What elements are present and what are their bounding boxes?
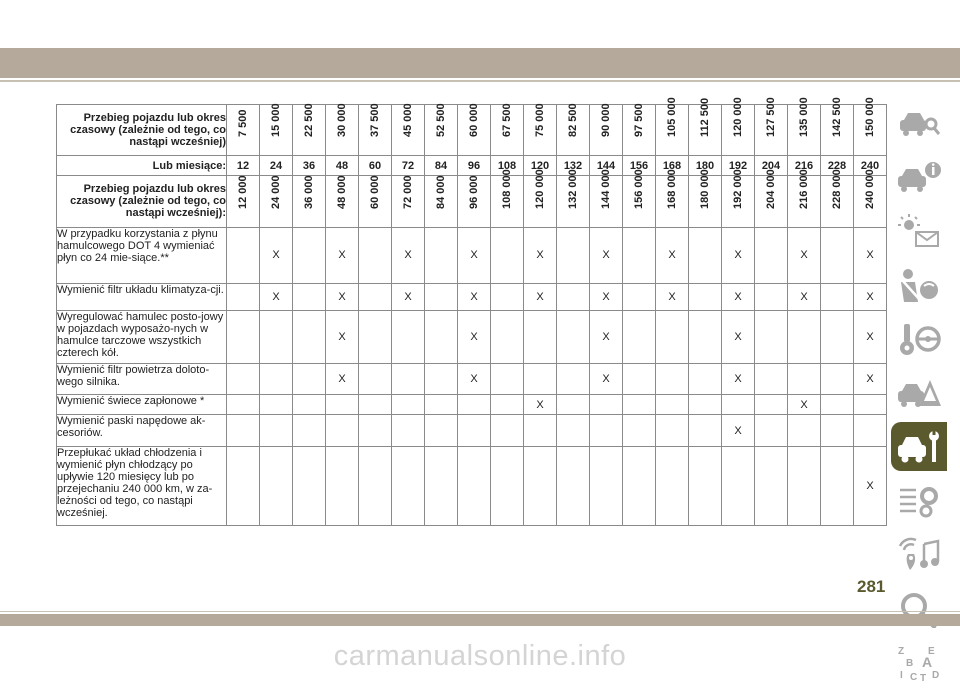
mileage-km-value: 60 000 xyxy=(369,174,381,209)
schedule-mark xyxy=(425,415,458,446)
schedule-mark: X xyxy=(722,310,755,363)
mileage-km-value: 216 000 xyxy=(798,168,810,209)
schedule-mark xyxy=(359,227,392,283)
months-cell: 108 xyxy=(491,156,524,176)
mileage-cell xyxy=(359,105,392,156)
mileage-cell xyxy=(260,105,293,156)
mileage-km-cell xyxy=(590,168,623,227)
task-description: Wymienić paski napędowe ak-cesoriów. xyxy=(57,415,227,446)
schedule-mark xyxy=(491,415,524,446)
footer-band xyxy=(0,614,960,626)
mileage-km-value: 120 000 xyxy=(534,168,546,209)
mileage-km-cell xyxy=(623,168,656,227)
schedule-mark xyxy=(260,446,293,525)
mileage-value: 37 500 xyxy=(369,103,381,138)
schedule-mark: X xyxy=(590,283,623,310)
svg-text:B: B xyxy=(906,657,914,669)
schedule-mark xyxy=(491,364,524,395)
mileage-km-cell xyxy=(392,176,425,227)
schedule-mark xyxy=(788,310,821,363)
months-cell: 72 xyxy=(392,156,425,176)
schedule-mark xyxy=(623,395,656,415)
mileage-km-cell xyxy=(854,168,887,227)
schedule-mark xyxy=(854,395,887,415)
sidebar-tab[interactable] xyxy=(891,260,947,309)
schedule-mark xyxy=(293,283,326,310)
footer-line xyxy=(0,611,960,612)
schedule-mark: X xyxy=(590,310,623,363)
schedule-mark xyxy=(656,415,689,446)
months-header-label: Lub miesiące: xyxy=(57,156,227,176)
schedule-mark xyxy=(227,364,260,395)
schedule-mark: X xyxy=(722,283,755,310)
mileage-km-value: 144 000 xyxy=(600,168,612,209)
mileage-km-cell xyxy=(524,168,557,227)
schedule-mark: X xyxy=(854,446,887,525)
table-row xyxy=(57,283,887,310)
mileage-km-cell xyxy=(227,176,260,227)
mileage-cell xyxy=(425,105,458,156)
schedule-mark xyxy=(722,446,755,525)
schedule-mark xyxy=(392,395,425,415)
schedule-mark xyxy=(425,310,458,363)
schedule-mark: X xyxy=(326,364,359,395)
months-cell: 132 xyxy=(557,156,590,176)
mileage-km-cell xyxy=(656,168,689,227)
mileage-cell xyxy=(392,105,425,156)
key-steering-wheel-icon xyxy=(896,320,942,358)
mileage-cell xyxy=(293,105,326,156)
schedule-mark xyxy=(326,395,359,415)
svg-text:T: T xyxy=(920,672,927,682)
mileage-km-cell xyxy=(821,168,854,227)
mileage-header-row xyxy=(57,105,887,156)
mileage-value: 22 500 xyxy=(303,103,315,138)
task-description: Przepłukać układ chłodzenia i wymienić płyn chłodzący po upływie 120 miesięcy lub po przejechaniu 240 000 km, w za-leżności od tego, co nastąpi wcześniej. xyxy=(57,446,227,525)
schedule-mark: X xyxy=(854,283,887,310)
mileage-km-cell xyxy=(689,168,722,227)
schedule-mark xyxy=(557,283,590,310)
schedule-mark xyxy=(227,227,260,283)
schedule-mark xyxy=(788,364,821,395)
schedule-mark xyxy=(524,364,557,395)
schedule-mark xyxy=(755,364,788,395)
schedule-mark: X xyxy=(326,283,359,310)
schedule-mark xyxy=(821,446,854,525)
mileage-cell xyxy=(524,105,557,156)
mileage-value: 60 000 xyxy=(468,103,480,138)
mileage-km-cell xyxy=(260,176,293,227)
schedule-mark xyxy=(623,227,656,283)
schedule-mark: X xyxy=(656,283,689,310)
car-magnifier-icon xyxy=(896,104,942,142)
mileage-cell xyxy=(755,97,788,156)
mileage-km-value: 192 000 xyxy=(732,168,744,209)
months-cell: 228 xyxy=(821,156,854,176)
schedule-mark xyxy=(293,364,326,395)
mileage-km-value: 108 000 xyxy=(501,168,513,209)
task-description: Wyregulować hamulec posto-jowy w pojazdach wyposażo-nych w hamulce tarczowe wszystkich czterech kół. xyxy=(57,310,227,363)
sidebar-tab[interactable] xyxy=(891,152,947,201)
seatbelt-airbag-icon xyxy=(896,266,942,304)
months-cell: 216 xyxy=(788,156,821,176)
schedule-mark xyxy=(821,364,854,395)
mileage-km-cell xyxy=(722,168,755,227)
months-cell: 168 xyxy=(656,156,689,176)
schedule-mark xyxy=(788,415,821,446)
mileage-km-value: 96 000 xyxy=(468,174,480,209)
schedule-mark xyxy=(689,310,722,363)
months-cell: 204 xyxy=(755,156,788,176)
mileage-value: 52 500 xyxy=(435,103,447,138)
schedule-mark xyxy=(590,446,623,525)
car-wrench-icon xyxy=(896,428,942,466)
schedule-mark xyxy=(590,415,623,446)
schedule-mark xyxy=(260,310,293,363)
svg-text:A: A xyxy=(922,653,933,670)
svg-text:Z: Z xyxy=(898,645,905,657)
schedule-mark xyxy=(524,446,557,525)
mileage-km-header-label: Przebieg pojazdu lub okres czasowy (zależnie od tego, co nastąpi wcześniej): xyxy=(57,176,227,227)
warning-lights-message-icon xyxy=(896,212,942,250)
schedule-mark xyxy=(524,310,557,363)
schedule-mark xyxy=(491,310,524,363)
sidebar-tab[interactable] xyxy=(891,206,947,255)
schedule-mark: X xyxy=(326,310,359,363)
schedule-mark xyxy=(359,283,392,310)
schedule-mark xyxy=(425,227,458,283)
schedule-mark xyxy=(392,310,425,363)
schedule-mark: X xyxy=(854,364,887,395)
mileage-value: 75 000 xyxy=(534,103,546,138)
schedule-mark xyxy=(557,364,590,395)
schedule-mark: X xyxy=(392,283,425,310)
table-row xyxy=(57,446,887,525)
schedule-mark xyxy=(623,310,656,363)
months-cell: 192 xyxy=(722,156,755,176)
schedule-mark xyxy=(623,446,656,525)
schedule-mark: X xyxy=(590,227,623,283)
schedule-mark xyxy=(227,446,260,525)
header-line xyxy=(0,80,960,82)
schedule-mark xyxy=(425,395,458,415)
months-header-row xyxy=(57,156,887,176)
schedule-mark xyxy=(854,415,887,446)
mileage-value: 120 000 xyxy=(732,97,744,138)
schedule-mark: X xyxy=(260,227,293,283)
mileage-cell xyxy=(788,97,821,156)
mileage-cell xyxy=(458,105,491,156)
watermark: carmanualsonline.info xyxy=(333,640,627,672)
mileage-value: 135 000 xyxy=(798,97,810,138)
schedule-mark xyxy=(458,415,491,446)
mileage-value: 82 500 xyxy=(567,103,579,138)
table-row xyxy=(57,395,887,415)
chapter-sidebar xyxy=(891,98,953,692)
schedule-mark xyxy=(425,364,458,395)
schedule-mark xyxy=(491,446,524,525)
mileage-km-value: 48 000 xyxy=(336,174,348,209)
schedule-mark xyxy=(392,446,425,525)
schedule-mark xyxy=(293,227,326,283)
car-info-icon xyxy=(896,158,942,196)
svg-text:D: D xyxy=(932,669,940,681)
schedule-mark xyxy=(425,446,458,525)
mileage-cell xyxy=(722,97,755,156)
months-cell: 60 xyxy=(359,156,392,176)
schedule-mark xyxy=(821,283,854,310)
mileage-km-value: 204 000 xyxy=(765,168,777,209)
schedule-mark xyxy=(392,364,425,395)
months-cell: 96 xyxy=(458,156,491,176)
sidebar-tab[interactable] xyxy=(891,530,947,579)
schedule-mark xyxy=(326,415,359,446)
mileage-km-value: 156 000 xyxy=(633,168,645,209)
maintenance-schedule-table xyxy=(56,97,887,526)
mileage-km-cell xyxy=(359,176,392,227)
mileage-km-value: 240 000 xyxy=(864,168,876,209)
header-band xyxy=(0,48,960,78)
mileage-value: 112 500 xyxy=(699,98,711,138)
schedule-mark xyxy=(260,395,293,415)
svg-text:C: C xyxy=(910,671,918,682)
schedule-mark xyxy=(689,415,722,446)
mileage-cell xyxy=(491,105,524,156)
schedule-mark: X xyxy=(722,415,755,446)
schedule-mark xyxy=(524,415,557,446)
mileage-km-cell xyxy=(755,168,788,227)
months-cell: 144 xyxy=(590,156,623,176)
schedule-mark xyxy=(557,415,590,446)
mileage-value: 150 000 xyxy=(864,97,876,138)
months-cell: 84 xyxy=(425,156,458,176)
sidebar-tab[interactable] xyxy=(891,98,947,147)
mileage-km-cell xyxy=(293,176,326,227)
mileage-value: 142 500 xyxy=(831,97,843,138)
schedule-mark xyxy=(590,395,623,415)
schedule-mark xyxy=(491,283,524,310)
schedule-mark xyxy=(359,446,392,525)
schedule-mark: X xyxy=(656,227,689,283)
schedule-mark xyxy=(821,227,854,283)
schedule-mark xyxy=(359,310,392,363)
schedule-mark xyxy=(491,227,524,283)
schedule-mark xyxy=(227,395,260,415)
schedule-mark xyxy=(227,415,260,446)
table-row xyxy=(57,415,887,446)
months-cell: 12 xyxy=(227,156,260,176)
schedule-mark xyxy=(755,395,788,415)
task-description: Wymienić filtr powietrza doloto-wego silnika. xyxy=(57,364,227,395)
mileage-km-value: 84 000 xyxy=(435,174,447,209)
schedule-mark xyxy=(491,395,524,415)
mileage-value: 30 000 xyxy=(336,103,348,138)
months-cell: 24 xyxy=(260,156,293,176)
schedule-mark xyxy=(425,283,458,310)
task-description: W przypadku korzystania z płynu hamulcowego DOT 4 wymieniać płyn co 24 mie-siące.** xyxy=(57,227,227,283)
schedule-mark xyxy=(722,395,755,415)
page-number: 281 xyxy=(857,577,886,596)
schedule-mark xyxy=(788,446,821,525)
task-description: Wymienić świece zapłonowe * xyxy=(57,395,227,415)
schedule-mark: X xyxy=(722,364,755,395)
mileage-km-value: 12 000 xyxy=(237,174,249,209)
mileage-cell xyxy=(227,105,260,156)
schedule-mark xyxy=(755,227,788,283)
mileage-km-value: 36 000 xyxy=(303,174,315,209)
schedule-mark: X xyxy=(788,395,821,415)
mileage-value: 90 000 xyxy=(600,103,612,138)
mileage-value: 127 500 xyxy=(765,97,777,138)
schedule-mark xyxy=(293,415,326,446)
schedule-mark: X xyxy=(524,283,557,310)
schedule-mark xyxy=(359,395,392,415)
schedule-mark: X xyxy=(458,283,491,310)
schedule-mark xyxy=(623,364,656,395)
table-row xyxy=(57,227,887,283)
mileage-value: 7 500 xyxy=(237,109,249,138)
mileage-km-cell xyxy=(425,176,458,227)
mileage-km-cell xyxy=(326,176,359,227)
mileage-km-value: 180 000 xyxy=(699,168,711,209)
mileage-km-value: 24 000 xyxy=(270,174,282,209)
mileage-cell xyxy=(821,97,854,156)
schedule-mark xyxy=(557,395,590,415)
schedule-mark: X xyxy=(392,227,425,283)
mileage-cell xyxy=(656,97,689,156)
schedule-mark xyxy=(755,310,788,363)
schedule-mark xyxy=(458,395,491,415)
mileage-cell xyxy=(689,98,722,156)
schedule-mark xyxy=(821,395,854,415)
schedule-mark xyxy=(821,415,854,446)
schedule-mark xyxy=(755,415,788,446)
schedule-mark xyxy=(689,364,722,395)
schedule-mark: X xyxy=(458,227,491,283)
mileage-value: 67 500 xyxy=(501,103,513,138)
schedule-mark xyxy=(293,310,326,363)
schedule-mark: X xyxy=(326,227,359,283)
mileage-cell xyxy=(623,105,656,156)
months-cell: 240 xyxy=(854,156,887,176)
table-row xyxy=(57,364,887,395)
table-row xyxy=(57,310,887,363)
sidebar-tab[interactable] xyxy=(891,368,947,417)
svg-text:E: E xyxy=(928,645,935,657)
sidebar-tab[interactable] xyxy=(891,314,947,363)
schedule-mark xyxy=(755,283,788,310)
schedule-mark: X xyxy=(260,283,293,310)
mileage-cell xyxy=(590,105,623,156)
schedule-mark xyxy=(623,415,656,446)
schedule-mark xyxy=(359,415,392,446)
schedule-mark xyxy=(260,364,293,395)
schedule-mark: X xyxy=(458,310,491,363)
schedule-mark xyxy=(557,446,590,525)
schedule-mark xyxy=(656,395,689,415)
schedule-mark: X xyxy=(458,364,491,395)
schedule-mark xyxy=(326,446,359,525)
schedule-mark xyxy=(623,283,656,310)
task-description: Wymienić filtr układu klimatyza-cji. xyxy=(57,283,227,310)
schedule-mark xyxy=(227,310,260,363)
schedule-mark xyxy=(821,310,854,363)
mileage-km-cell xyxy=(557,168,590,227)
schedule-mark xyxy=(656,446,689,525)
schedule-mark: X xyxy=(590,364,623,395)
svg-text:I: I xyxy=(900,669,903,681)
mileage-km-value: 72 000 xyxy=(402,174,414,209)
schedule-mark xyxy=(359,364,392,395)
mileage-value: 45 000 xyxy=(402,103,414,138)
schedule-mark xyxy=(755,446,788,525)
schedule-mark: X xyxy=(524,227,557,283)
schedule-mark: X xyxy=(788,283,821,310)
months-cell: 156 xyxy=(623,156,656,176)
schedule-mark xyxy=(689,446,722,525)
specs-gear-icon xyxy=(896,482,942,520)
mileage-km-header-row xyxy=(57,176,887,227)
schedule-mark xyxy=(458,446,491,525)
mileage-km-value: 228 000 xyxy=(831,168,843,209)
mileage-km-cell xyxy=(491,168,524,227)
schedule-mark xyxy=(227,283,260,310)
schedule-mark: X xyxy=(788,227,821,283)
mileage-km-value: 132 000 xyxy=(567,168,579,209)
mileage-value: 15 000 xyxy=(270,103,282,138)
schedule-mark xyxy=(557,227,590,283)
months-cell: 36 xyxy=(293,156,326,176)
schedule-mark xyxy=(260,415,293,446)
schedule-mark xyxy=(293,446,326,525)
schedule-mark xyxy=(656,364,689,395)
mileage-cell xyxy=(326,105,359,156)
mileage-value: 105 000 xyxy=(666,97,678,138)
schedule-mark: X xyxy=(854,227,887,283)
schedule-mark xyxy=(293,395,326,415)
sidebar-tab[interactable] xyxy=(891,422,947,471)
mileage-km-value: 168 000 xyxy=(666,168,678,209)
schedule-mark xyxy=(656,310,689,363)
schedule-mark: X xyxy=(854,310,887,363)
schedule-mark xyxy=(689,395,722,415)
mileage-km-cell xyxy=(458,176,491,227)
mileage-km-cell xyxy=(788,168,821,227)
car-breakdown-warning-icon xyxy=(896,374,942,412)
months-cell: 120 xyxy=(524,156,557,176)
schedule-mark xyxy=(689,283,722,310)
months-cell: 180 xyxy=(689,156,722,176)
mileage-header-label: Przebieg pojazdu lub okres czasowy (zależnie od tego, co nastąpi wcześniej) xyxy=(57,105,227,156)
schedule-mark xyxy=(392,415,425,446)
sidebar-tab[interactable] xyxy=(891,476,947,525)
months-cell: 48 xyxy=(326,156,359,176)
schedule-mark xyxy=(557,310,590,363)
multimedia-icon xyxy=(896,536,942,574)
mileage-value: 97 500 xyxy=(633,103,645,138)
schedule-mark xyxy=(689,227,722,283)
mileage-cell xyxy=(557,105,590,156)
mileage-cell xyxy=(854,97,887,156)
schedule-mark: X xyxy=(722,227,755,283)
schedule-mark: X xyxy=(524,395,557,415)
